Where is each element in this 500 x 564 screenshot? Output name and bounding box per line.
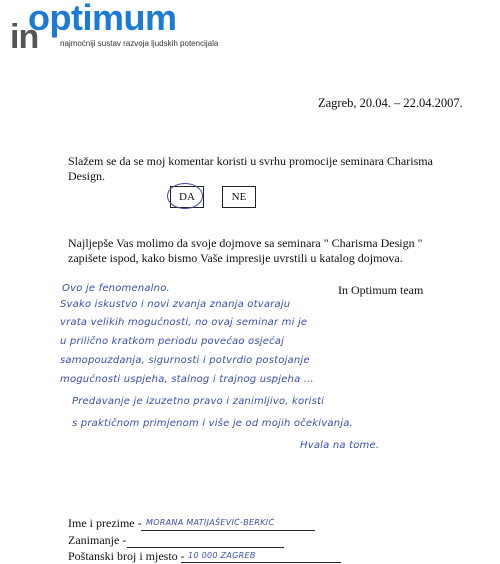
- logo-in: in: [10, 18, 39, 56]
- handwritten-line: vrata velikih mogućnosti, no ovaj seminar mi je: [60, 317, 308, 328]
- option-no-box[interactable]: [222, 186, 256, 208]
- handwritten-line: Ovo je fenomenalno.: [62, 283, 170, 294]
- option-yes-label: DA: [179, 191, 195, 203]
- team-label: In Optimum team: [338, 283, 424, 297]
- selection-circle: [167, 183, 203, 209]
- name-value[interactable]: MORANA MATIJAŠEVIĆ-BERKIĆ: [146, 518, 275, 527]
- consent-text: Slažem se da se moj komentar koristi u svrhu promocije seminara Charisma Design.: [68, 154, 433, 183]
- handwritten-line: mogućnosti uspjeha, stalnog i trajnog uspjeha ...: [60, 374, 314, 385]
- occupation-underline: [127, 547, 284, 548]
- logo-optimum: optimum: [28, 0, 177, 38]
- handwritten-line: s praktičnom primjenom i više je od mojih očekivanja.: [72, 418, 353, 429]
- handwritten-line: Predavanje je izuzetno pravo i zanimljivo, koristi: [72, 396, 325, 407]
- occupation-label: Zanimanje -: [68, 533, 127, 547]
- handwritten-line: Svako iskustvo i novi zvanja znanja otvaraju: [60, 299, 291, 310]
- postal-label: Poštanski broj i mjesto -: [68, 549, 185, 563]
- request-text: Najljepše Vas molimo da svoje dojmove sa seminara " Charisma Design " zapišete ispod, kako bismo Vaše impresije uvrstili u katalog dojmova.: [68, 236, 423, 265]
- name-label: Ime i prezime -: [68, 516, 142, 530]
- option-no-label: NE: [231, 191, 247, 203]
- postal-value[interactable]: 10 000 ZAGREB: [188, 551, 256, 560]
- handwritten-line: Hvala na tome.: [300, 440, 380, 451]
- name-underline: [141, 530, 315, 531]
- handwritten-line: samopouzdanja, sigurnosti i potvrdio postojanje: [60, 355, 310, 366]
- logo-tagline: najmoćniji sustav razvoja ljudskih potencijala: [60, 39, 219, 48]
- date-line: Zagreb, 20.04. – 22.04.2007.: [318, 96, 463, 110]
- handwritten-line: u prilično kratkom periodu povećao osjećaj: [60, 336, 285, 347]
